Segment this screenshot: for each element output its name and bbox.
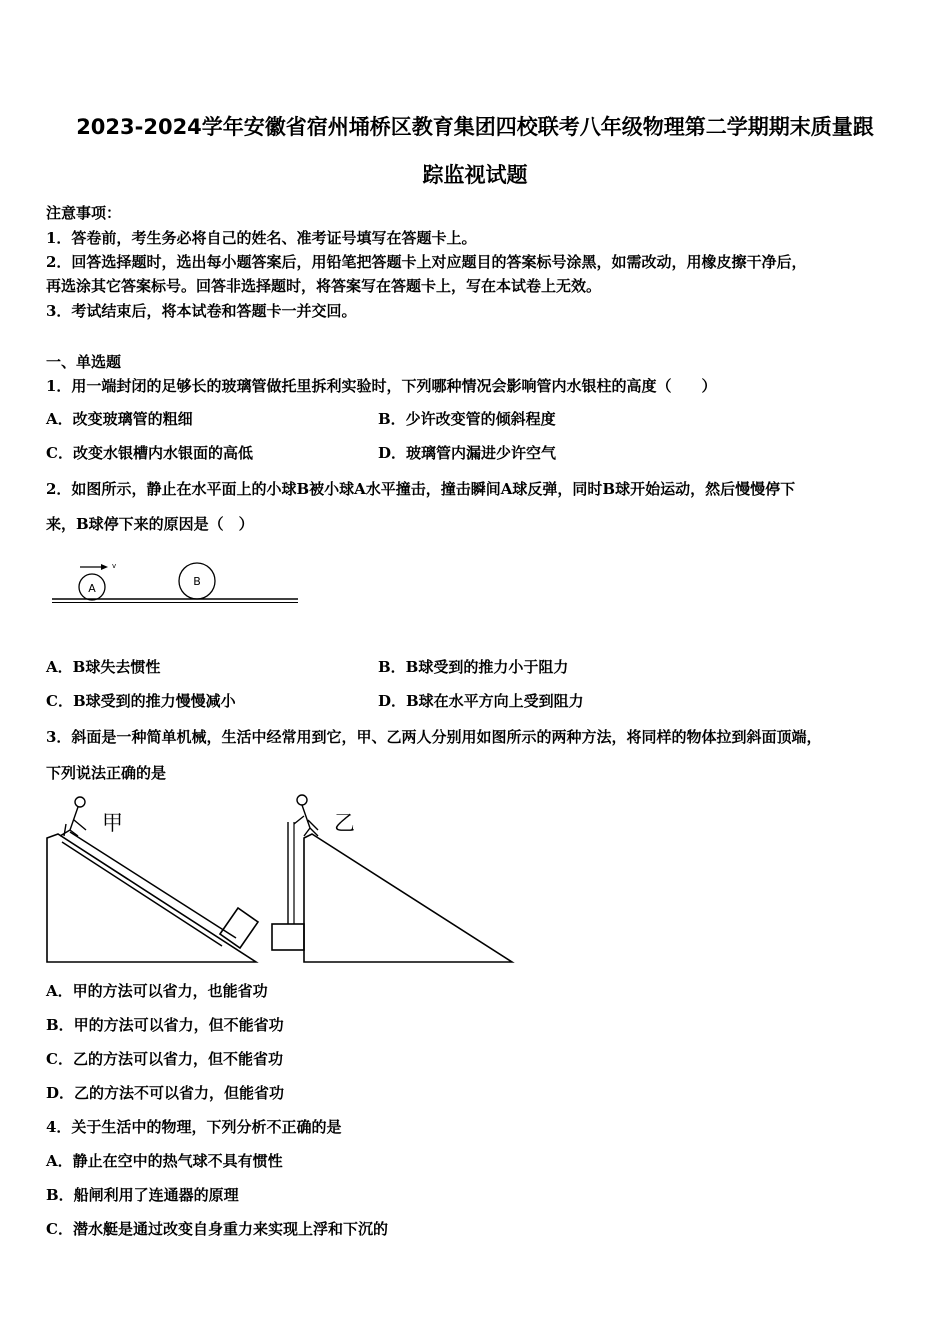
- rope-lower: [62, 842, 222, 946]
- ball-b-label: B: [193, 575, 201, 588]
- q2-option-b[interactable]: B．B球受到的推力小于阻力: [378, 658, 569, 676]
- section-heading: 一、单选题: [46, 353, 122, 371]
- q4-option-b[interactable]: B．船闸利用了连通器的原理: [46, 1186, 239, 1204]
- q4-option-a[interactable]: A．静止在空中的热气球不具有惯性: [46, 1152, 283, 1170]
- q3-figure-yi: [268, 790, 518, 968]
- notice-item-2-cont: 再选涂其它答案标号。回答非选择题时，将答案写在答题卡上，写在本试卷上无效。: [46, 277, 602, 295]
- q3-figure-jia: [40, 790, 270, 968]
- velocity-arrow-head: [101, 564, 108, 570]
- q1-option-a[interactable]: A．改变玻璃管的粗细: [46, 410, 193, 428]
- q4-option-c[interactable]: C．潜水艇是通过改变自身重力来实现上浮和下沉的: [46, 1220, 388, 1238]
- incline-yi: [304, 834, 512, 962]
- notice-item-2: 2．回答选择题时，选出每小题答案后，用铅笔把答题卡上对应题目的答案标号涂黑，如需改动，用橡皮擦干净后，: [46, 253, 807, 271]
- q2-collision-figure: [48, 556, 304, 612]
- q3-option-a[interactable]: A．甲的方法可以省力，也能省功: [46, 982, 268, 1000]
- exam-title-line2: 踪监视试题: [422, 163, 528, 187]
- block-yi: [272, 924, 304, 950]
- q1-stem: 1．用一端封闭的足够长的玻璃管做托里拆利实验时，下列哪种情况会影响管内水银柱的高度（ ）: [46, 377, 717, 395]
- ball-a-label: A: [88, 582, 96, 595]
- label-jia: 甲: [102, 811, 123, 835]
- notice-item-1: 1．答卷前，考生务必将自己的姓名、准考证号填写在答题卡上。: [46, 229, 477, 247]
- q1-option-d[interactable]: D．玻璃管内漏进少许空气: [378, 444, 557, 462]
- q2-stem-line1: 2．如图所示，静止在水平面上的小球B被小球A水平撞击，撞击瞬间A球反弹，同时B球开始运动，然后慢慢停下: [46, 480, 796, 498]
- person-body-yi: [294, 805, 318, 836]
- q3-stem-line1: 3．斜面是一种简单机械，生活中经常用到它，甲、乙两人分别用如图所示的两种方法，将同样的物体拉到斜面顶端，: [46, 728, 822, 746]
- velocity-label: v: [112, 562, 117, 570]
- q3-option-d[interactable]: D．乙的方法不可以省力，但能省功: [46, 1084, 285, 1102]
- exam-title-line1: 2023-2024学年安徽省宿州埇桥区教育集团四校联考八年级物理第二学期期末质量跟: [76, 115, 874, 139]
- label-yi: 乙: [334, 811, 355, 835]
- person-body-jia: [60, 807, 86, 836]
- q2-option-c[interactable]: C．B球受到的推力慢慢减小: [46, 692, 236, 710]
- notice-heading: 注意事项：: [46, 204, 122, 222]
- notice-item-3: 3．考试结束后，将本试卷和答题卡一并交回。: [46, 302, 357, 320]
- q2-option-d[interactable]: D．B球在水平方向上受到阻力: [378, 692, 584, 710]
- person-head-yi: [297, 795, 307, 805]
- q3-option-c[interactable]: C．乙的方法可以省力，但不能省功: [46, 1050, 283, 1068]
- person-head-jia: [75, 797, 85, 807]
- q4-stem: 4．关于生活中的物理，下列分析不正确的是: [46, 1118, 342, 1136]
- q3-stem-line2: 下列说法正确的是: [46, 764, 167, 782]
- rope-upper: [70, 832, 236, 938]
- q1-option-c[interactable]: C．改变水银槽内水银面的高低: [46, 444, 253, 462]
- q2-stem-line2: 来，B球停下来的原因是（ ）: [46, 515, 254, 533]
- q2-option-a[interactable]: A．B球失去惯性: [46, 658, 161, 676]
- q3-option-b[interactable]: B．甲的方法可以省力，但不能省功: [46, 1016, 284, 1034]
- q1-option-b[interactable]: B．少许改变管的倾斜程度: [378, 410, 556, 428]
